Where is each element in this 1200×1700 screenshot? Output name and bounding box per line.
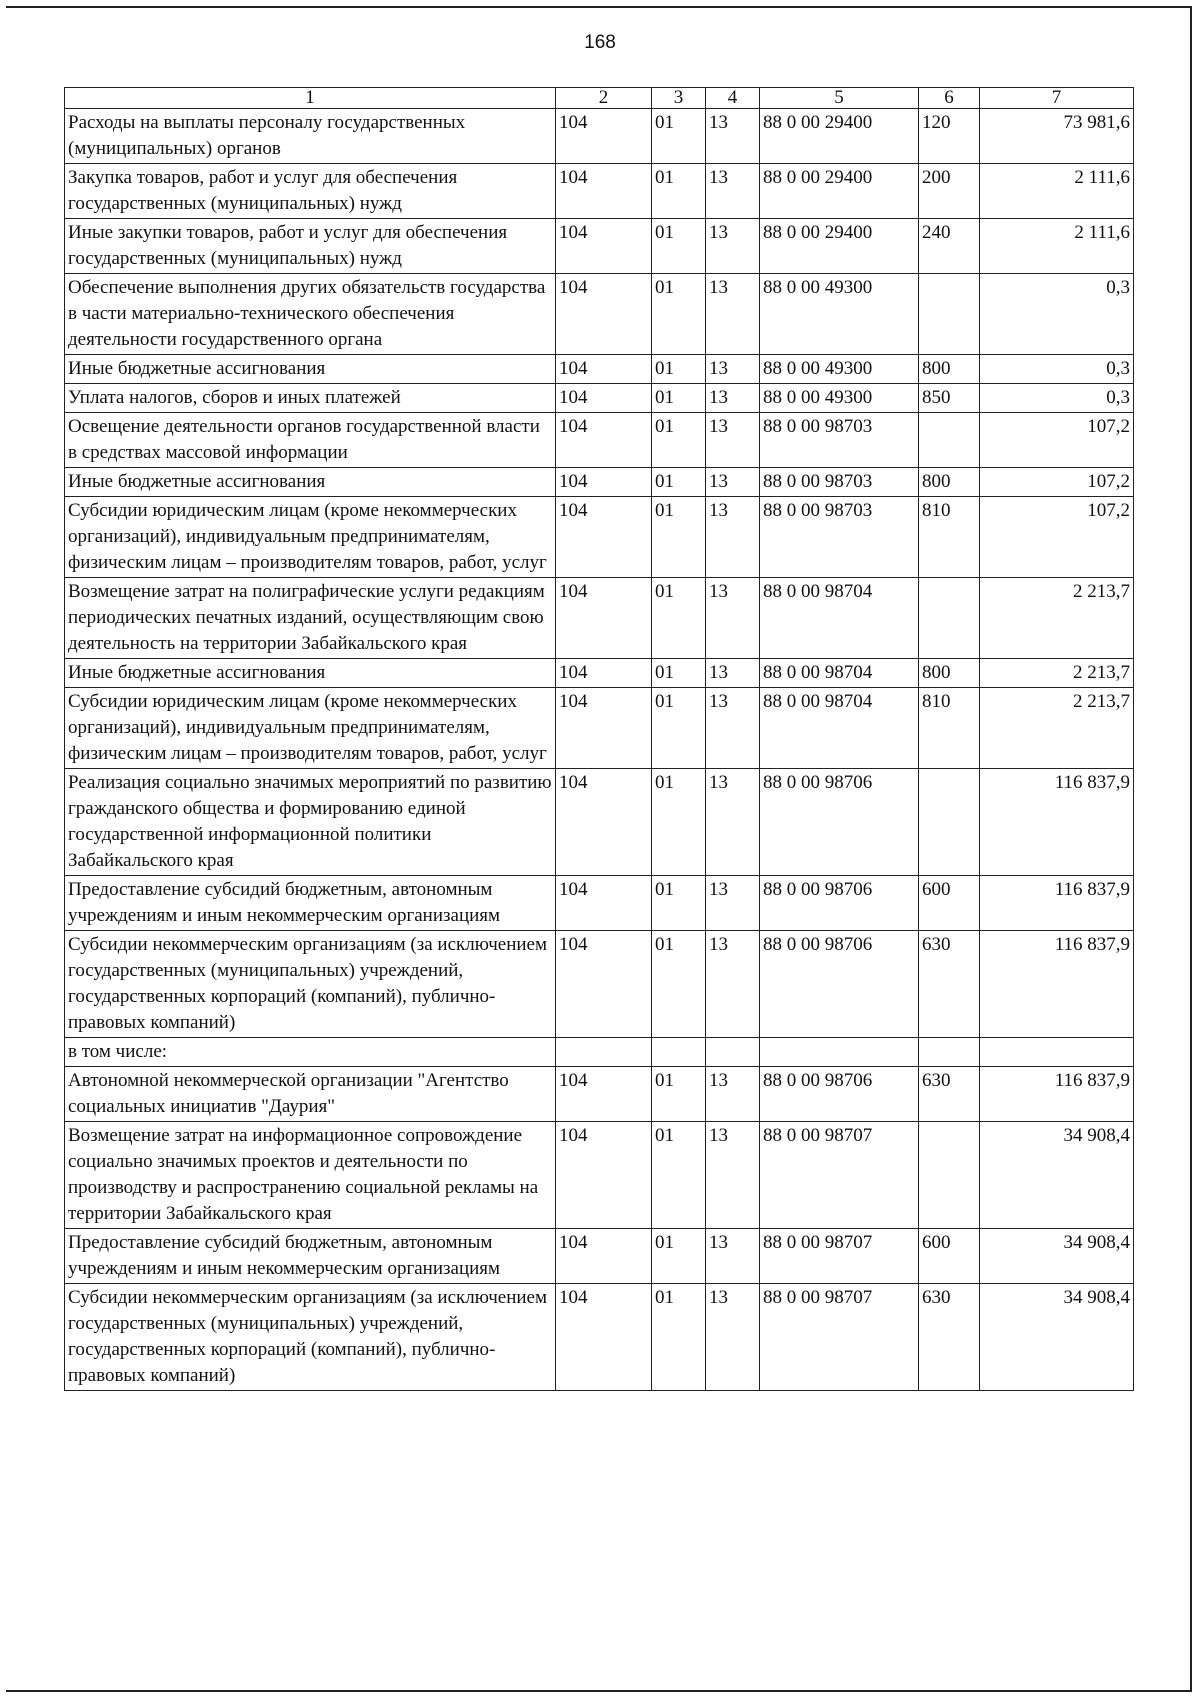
table-row bbox=[65, 274, 1134, 355]
section-cell: 01 bbox=[652, 688, 706, 769]
amount-cell: 107,2 bbox=[980, 497, 1134, 578]
expense-type-cell: 630 bbox=[919, 931, 980, 1038]
amount-cell: 2 213,7 bbox=[980, 659, 1134, 688]
table-row bbox=[65, 1038, 1134, 1067]
name-cell: в том числе: bbox=[65, 1038, 556, 1067]
name-cell: Иные закупки товаров, работ и услуг для обеспечения государственных (муниципальных) нужд bbox=[65, 219, 556, 274]
code-cell: 104 bbox=[556, 274, 652, 355]
section-cell: 01 bbox=[652, 468, 706, 497]
name-cell: Возмещение затрат на полиграфические услуги редакциям периодических печатных изданий, осуществляющим свою деятельность на территории Забайкальского края bbox=[65, 578, 556, 659]
expense-type-cell bbox=[919, 769, 980, 876]
table-row bbox=[65, 931, 1134, 1038]
header-cell: 6 bbox=[919, 88, 980, 109]
table-row bbox=[65, 355, 1134, 384]
code-cell: 104 bbox=[556, 1284, 652, 1391]
table-row bbox=[65, 1067, 1134, 1122]
name-cell: Возмещение затрат на информационное сопровождение социально значимых проектов и деятельности по производству и распространению социальной рекламы на территории Забайкальского края bbox=[65, 1122, 556, 1229]
table-row bbox=[65, 688, 1134, 769]
amount-cell: 0,3 bbox=[980, 384, 1134, 413]
section-cell: 01 bbox=[652, 1229, 706, 1284]
subsection-cell: 13 bbox=[706, 219, 760, 274]
expense-type-cell: 600 bbox=[919, 876, 980, 931]
table-body bbox=[65, 88, 1134, 1391]
code-cell: 104 bbox=[556, 659, 652, 688]
name-cell: Иные бюджетные ассигнования bbox=[65, 468, 556, 497]
target-article-cell bbox=[760, 1038, 919, 1067]
target-article-cell: 88 0 00 98707 bbox=[760, 1229, 919, 1284]
amount-cell: 2 111,6 bbox=[980, 164, 1134, 219]
header-cell: 3 bbox=[652, 88, 706, 109]
subsection-cell: 13 bbox=[706, 931, 760, 1038]
amount-cell: 0,3 bbox=[980, 274, 1134, 355]
table-row bbox=[65, 384, 1134, 413]
header-row bbox=[65, 88, 1134, 109]
subsection-cell: 13 bbox=[706, 688, 760, 769]
name-cell: Предоставление субсидий бюджетным, автономным учреждениям и иным некоммерческим организациям bbox=[65, 1229, 556, 1284]
subsection-cell: 13 bbox=[706, 659, 760, 688]
target-article-cell: 88 0 00 98704 bbox=[760, 688, 919, 769]
code-cell: 104 bbox=[556, 876, 652, 931]
target-article-cell: 88 0 00 29400 bbox=[760, 164, 919, 219]
amount-cell: 73 981,6 bbox=[980, 109, 1134, 164]
section-cell bbox=[652, 1038, 706, 1067]
expense-type-cell: 810 bbox=[919, 497, 980, 578]
target-article-cell: 88 0 00 98706 bbox=[760, 931, 919, 1038]
subsection-cell: 13 bbox=[706, 1067, 760, 1122]
expense-type-cell: 800 bbox=[919, 468, 980, 497]
amount-cell: 107,2 bbox=[980, 468, 1134, 497]
amount-cell bbox=[980, 1038, 1134, 1067]
table-row bbox=[65, 468, 1134, 497]
expense-type-cell: 630 bbox=[919, 1067, 980, 1122]
expense-type-cell: 800 bbox=[919, 659, 980, 688]
table-row bbox=[65, 578, 1134, 659]
table-row bbox=[65, 769, 1134, 876]
table-row bbox=[65, 164, 1134, 219]
code-cell: 104 bbox=[556, 578, 652, 659]
subsection-cell: 13 bbox=[706, 355, 760, 384]
code-cell: 104 bbox=[556, 384, 652, 413]
header-cell: 7 bbox=[980, 88, 1134, 109]
expense-type-cell bbox=[919, 1038, 980, 1067]
name-cell: Обеспечение выполнения других обязательств государства в части материально-технического обеспечения деятельности государственного органа bbox=[65, 274, 556, 355]
name-cell: Уплата налогов, сборов и иных платежей bbox=[65, 384, 556, 413]
subsection-cell bbox=[706, 1038, 760, 1067]
budget-table bbox=[64, 87, 1134, 1391]
expense-type-cell: 630 bbox=[919, 1284, 980, 1391]
code-cell: 104 bbox=[556, 769, 652, 876]
table-row bbox=[65, 876, 1134, 931]
target-article-cell: 88 0 00 98703 bbox=[760, 468, 919, 497]
target-article-cell: 88 0 00 98706 bbox=[760, 1067, 919, 1122]
table-row bbox=[65, 1284, 1134, 1391]
name-cell: Автономной некоммерческой организации "Агентство социальных инициатив "Даурия" bbox=[65, 1067, 556, 1122]
amount-cell: 116 837,9 bbox=[980, 931, 1134, 1038]
target-article-cell: 88 0 00 98707 bbox=[760, 1122, 919, 1229]
expense-type-cell bbox=[919, 1122, 980, 1229]
section-cell: 01 bbox=[652, 497, 706, 578]
name-cell: Освещение деятельности органов государственной власти в средствах массовой информации bbox=[65, 413, 556, 468]
subsection-cell: 13 bbox=[706, 578, 760, 659]
table-row bbox=[65, 497, 1134, 578]
code-cell: 104 bbox=[556, 931, 652, 1038]
expense-type-cell: 850 bbox=[919, 384, 980, 413]
section-cell: 01 bbox=[652, 876, 706, 931]
name-cell: Субсидии юридическим лицам (кроме некоммерческих организаций), индивидуальным предпринимателям, физическим лицам – производителям товаров, работ, услуг bbox=[65, 497, 556, 578]
target-article-cell: 88 0 00 98706 bbox=[760, 769, 919, 876]
table-row bbox=[65, 219, 1134, 274]
name-cell: Расходы на выплаты персоналу государственных (муниципальных) органов bbox=[65, 109, 556, 164]
code-cell: 104 bbox=[556, 497, 652, 578]
expense-type-cell: 800 bbox=[919, 355, 980, 384]
section-cell: 01 bbox=[652, 355, 706, 384]
section-cell: 01 bbox=[652, 1284, 706, 1391]
header-cell: 5 bbox=[760, 88, 919, 109]
target-article-cell: 88 0 00 98704 bbox=[760, 578, 919, 659]
expense-type-cell bbox=[919, 578, 980, 659]
section-cell: 01 bbox=[652, 274, 706, 355]
name-cell: Реализация социально значимых мероприятий по развитию гражданского общества и формированию единой государственной информационной политики Забайкальского края bbox=[65, 769, 556, 876]
name-cell: Субсидии юридическим лицам (кроме некоммерческих организаций), индивидуальным предпринимателям, физическим лицам – производителям товаров, работ, услуг bbox=[65, 688, 556, 769]
amount-cell: 107,2 bbox=[980, 413, 1134, 468]
amount-cell: 34 908,4 bbox=[980, 1122, 1134, 1229]
subsection-cell: 13 bbox=[706, 876, 760, 931]
expense-type-cell: 600 bbox=[919, 1229, 980, 1284]
table-row bbox=[65, 1122, 1134, 1229]
code-cell: 104 bbox=[556, 688, 652, 769]
code-cell: 104 bbox=[556, 1122, 652, 1229]
expense-type-cell: 120 bbox=[919, 109, 980, 164]
name-cell: Субсидии некоммерческим организациям (за исключением государственных (муниципальных) учреждений, государственных корпораций (компаний), публично-правовых компаний) bbox=[65, 931, 556, 1038]
target-article-cell: 88 0 00 98704 bbox=[760, 659, 919, 688]
code-cell: 104 bbox=[556, 468, 652, 497]
target-article-cell: 88 0 00 29400 bbox=[760, 109, 919, 164]
target-article-cell: 88 0 00 98707 bbox=[760, 1284, 919, 1391]
section-cell: 01 bbox=[652, 659, 706, 688]
subsection-cell: 13 bbox=[706, 1284, 760, 1391]
table-row bbox=[65, 109, 1134, 164]
name-cell: Предоставление субсидий бюджетным, автономным учреждениям и иным некоммерческим организациям bbox=[65, 876, 556, 931]
table-row bbox=[65, 659, 1134, 688]
subsection-cell: 13 bbox=[706, 274, 760, 355]
code-cell: 104 bbox=[556, 1067, 652, 1122]
name-cell: Субсидии некоммерческим организациям (за исключением государственных (муниципальных) учреждений, государственных корпораций (компаний), публично-правовых компаний) bbox=[65, 1284, 556, 1391]
section-cell: 01 bbox=[652, 1067, 706, 1122]
subsection-cell: 13 bbox=[706, 1229, 760, 1284]
code-cell: 104 bbox=[556, 413, 652, 468]
subsection-cell: 13 bbox=[706, 769, 760, 876]
subsection-cell: 13 bbox=[706, 164, 760, 219]
code-cell: 104 bbox=[556, 164, 652, 219]
amount-cell: 116 837,9 bbox=[980, 769, 1134, 876]
subsection-cell: 13 bbox=[706, 109, 760, 164]
code-cell: 104 bbox=[556, 109, 652, 164]
name-cell: Иные бюджетные ассигнования bbox=[65, 659, 556, 688]
page-number: 168 bbox=[584, 32, 616, 53]
expense-type-cell: 200 bbox=[919, 164, 980, 219]
amount-cell: 2 213,7 bbox=[980, 578, 1134, 659]
amount-cell: 2 111,6 bbox=[980, 219, 1134, 274]
section-cell: 01 bbox=[652, 109, 706, 164]
code-cell bbox=[556, 1038, 652, 1067]
section-cell: 01 bbox=[652, 578, 706, 659]
section-cell: 01 bbox=[652, 384, 706, 413]
target-article-cell: 88 0 00 49300 bbox=[760, 384, 919, 413]
section-cell: 01 bbox=[652, 931, 706, 1038]
table-row bbox=[65, 1229, 1134, 1284]
target-article-cell: 88 0 00 98706 bbox=[760, 876, 919, 931]
section-cell: 01 bbox=[652, 1122, 706, 1229]
amount-cell: 116 837,9 bbox=[980, 1067, 1134, 1122]
target-article-cell: 88 0 00 29400 bbox=[760, 219, 919, 274]
target-article-cell: 88 0 00 49300 bbox=[760, 274, 919, 355]
expense-type-cell bbox=[919, 274, 980, 355]
expense-type-cell: 240 bbox=[919, 219, 980, 274]
header-cell: 2 bbox=[556, 88, 652, 109]
section-cell: 01 bbox=[652, 219, 706, 274]
target-article-cell: 88 0 00 49300 bbox=[760, 355, 919, 384]
subsection-cell: 13 bbox=[706, 384, 760, 413]
amount-cell: 0,3 bbox=[980, 355, 1134, 384]
expense-type-cell bbox=[919, 413, 980, 468]
target-article-cell: 88 0 00 98703 bbox=[760, 413, 919, 468]
header-cell: 4 bbox=[706, 88, 760, 109]
name-cell: Закупка товаров, работ и услуг для обеспечения государственных (муниципальных) нужд bbox=[65, 164, 556, 219]
amount-cell: 34 908,4 bbox=[980, 1284, 1134, 1391]
subsection-cell: 13 bbox=[706, 497, 760, 578]
code-cell: 104 bbox=[556, 1229, 652, 1284]
section-cell: 01 bbox=[652, 413, 706, 468]
code-cell: 104 bbox=[556, 355, 652, 384]
section-cell: 01 bbox=[652, 164, 706, 219]
target-article-cell: 88 0 00 98703 bbox=[760, 497, 919, 578]
subsection-cell: 13 bbox=[706, 413, 760, 468]
code-cell: 104 bbox=[556, 219, 652, 274]
amount-cell: 116 837,9 bbox=[980, 876, 1134, 931]
table-row bbox=[65, 413, 1134, 468]
header-cell: 1 bbox=[65, 88, 556, 109]
subsection-cell: 13 bbox=[706, 468, 760, 497]
subsection-cell: 13 bbox=[706, 1122, 760, 1229]
name-cell: Иные бюджетные ассигнования bbox=[65, 355, 556, 384]
amount-cell: 34 908,4 bbox=[980, 1229, 1134, 1284]
amount-cell: 2 213,7 bbox=[980, 688, 1134, 769]
expense-type-cell: 810 bbox=[919, 688, 980, 769]
section-cell: 01 bbox=[652, 769, 706, 876]
